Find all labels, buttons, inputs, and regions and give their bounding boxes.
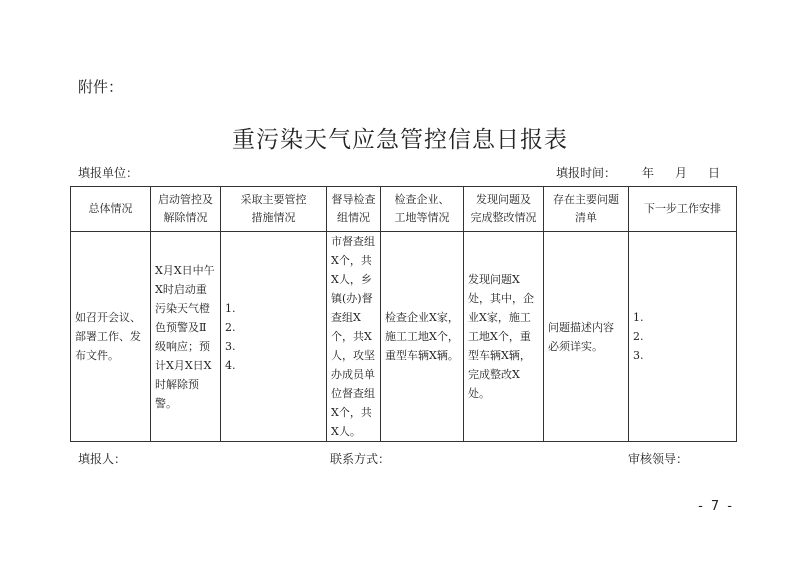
column-header: 总体情况 [71,187,151,232]
month-label: 月 [675,166,688,180]
attachment-label: 附件： [78,78,124,96]
filler-label: 填报人： [78,452,127,466]
year-label: 年 [642,166,655,180]
next-steps-cell [629,232,737,442]
column-header: 存在主要问题 清单 [544,187,629,232]
column-header: 检查企业、 工地等情况 [381,187,464,232]
inspection-groups-cell: 市督查组X个，共X人，乡镇(办)督查组X个，共X人，攻坚办成员单位督查组X个，共X人。 [327,232,381,442]
column-header: 下一步工作安排 [629,187,737,232]
problems-cell: 发现问题X处，其中，企业X家，施工工地X个，重型车辆X辆，完成整改X处。 [464,232,544,442]
overall-cell: 如召开会议、部署工作、发布文件。 [71,232,151,442]
table-header-row [71,187,737,232]
column-header: 发现问题及 完成整改情况 [464,187,544,232]
column-header: 采取主要管控 措施情况 [221,187,327,232]
list-item: 1. [633,311,644,324]
reviewer-label: 审核领导： [628,452,689,466]
column-header: 督导检查 组情况 [327,187,381,232]
page-title: 重污染天气应急管控信息日报表 [232,127,568,153]
page-number: - 7 - [698,499,734,514]
start-stop-cell: X月X日中午X时启动重污染天气橙色预警及Ⅱ级响应；预计X月X日X时解除预警。 [151,232,221,442]
list-item: 2. [633,330,644,343]
list-item: 3. [633,349,644,362]
fill-time-label: 填报时间： [556,166,617,180]
day-label: 日 [708,166,721,180]
contact-label: 联系方式： [330,452,391,466]
measures-cell [221,232,327,442]
fill-unit-label: 填报单位： [78,166,139,180]
list-item: 1. [225,301,236,315]
table-row [71,232,737,442]
list-item: 4. [225,358,236,372]
column-header: 启动管控及 解除情况 [151,187,221,232]
list-item: 2. [225,320,236,334]
list-item: 3. [225,339,236,353]
inspected-cell: 检查企业X家，施工工地X个，重型车辆X辆。 [381,232,464,442]
daily-report-table [70,186,737,442]
issue-list-cell: 问题描述内容必须详实。 [544,232,629,442]
